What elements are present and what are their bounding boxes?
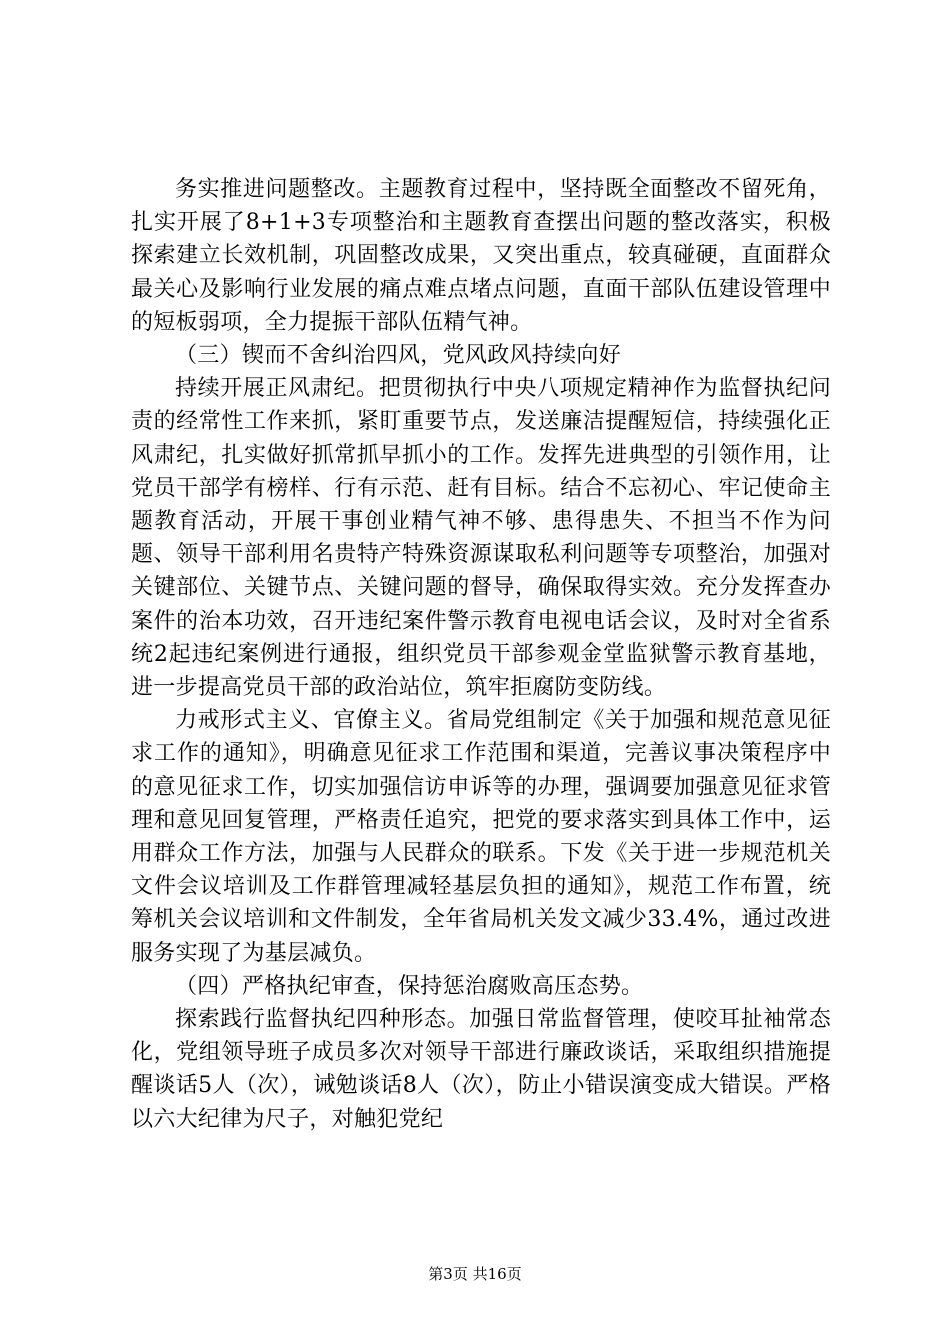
paragraph-formalism: 力戒形式主义、官僚主义。省局党组制定《关于加强和规范意见征求工作的通知》，明确意见征求工作范围和渠道，完善议事决策程序中的意见征求工作，切实加强信访申诉等的办理，强调要加强意见征求管理和意见回复管理，严格责任追究，把党的要求落实到具体工作中，运用群众工作方法，加强与人民群众的联系。下发《关于进一步规范机关文件会议培训及工作群管理减轻基层负担的通知》，规范工作布置，统筹机关会议培训和文件制发，全年省局机关发文减少33.4%，通过改进服务实现了为基层减负。 <box>131 708 831 966</box>
page-footer: 第3页 共16页 <box>428 1265 522 1283</box>
paragraph-four-forms: 探索践行监督执纪四种形态。加强日常监督管理，使咬耳扯袖常态化，党组领导班子成员多次对领导干部进行廉政谈话，采取组织措施提醒谈话5人（次），诫勉谈话8人（次），防止小错误演变成大错误。严格以六大纪律为尺子，对触犯党纪 <box>131 1007 831 1132</box>
paragraph-rectification: 务实推进问题整改。主题教育过程中，坚持既全面整改不留死角，扎实开展了8+1+3专项整治和主题教育查摆出问题的整改落实，积极探索建立长效机制，巩固整改成果，又突出重点，较真碰硬，直面群众最关心及影响行业发展的痛点难点堵点问题，直面干部队伍建设管理中的短板弱项，全力提振干部队伍精气神。 <box>131 177 831 335</box>
document-body <box>131 173 831 1136</box>
paragraph-discipline: 持续开展正风肃纪。把贯彻执行中央八项规定精神作为监督执纪问责的经常性工作来抓，紧盯重要节点，发送廉洁提醒短信，持续强化正风肃纪，扎实做好抓常抓早抓小的工作。发挥先进典型的引领作用，让党员干部学有榜样、行有示范、赶有目标。结合不忘初心、牢记使命主题教育活动，开展干事创业精气神不够、患得患失、不担当不作为问题、领导干部利用名贵特产特殊资源谋取私利问题等专项整治，加强对关键部位、关键节点、关键问题的督导，确保取得实效。充分发挥查办案件的治本功效，召开违纪案件警示教育电视电话会议，及时对全省系统2起违纪案例进行通报，组织党员干部参观金堂监狱警示教育基地，进一步提高党员干部的政治站位，筑牢拒腐防变防线。 <box>131 376 831 701</box>
section-heading-three: （三）锲而不舍纠治四风，党风政风持续向好 <box>175 343 622 369</box>
section-heading-four: （四）严格执纪审查，保持惩治腐败高压态势。 <box>175 973 644 999</box>
